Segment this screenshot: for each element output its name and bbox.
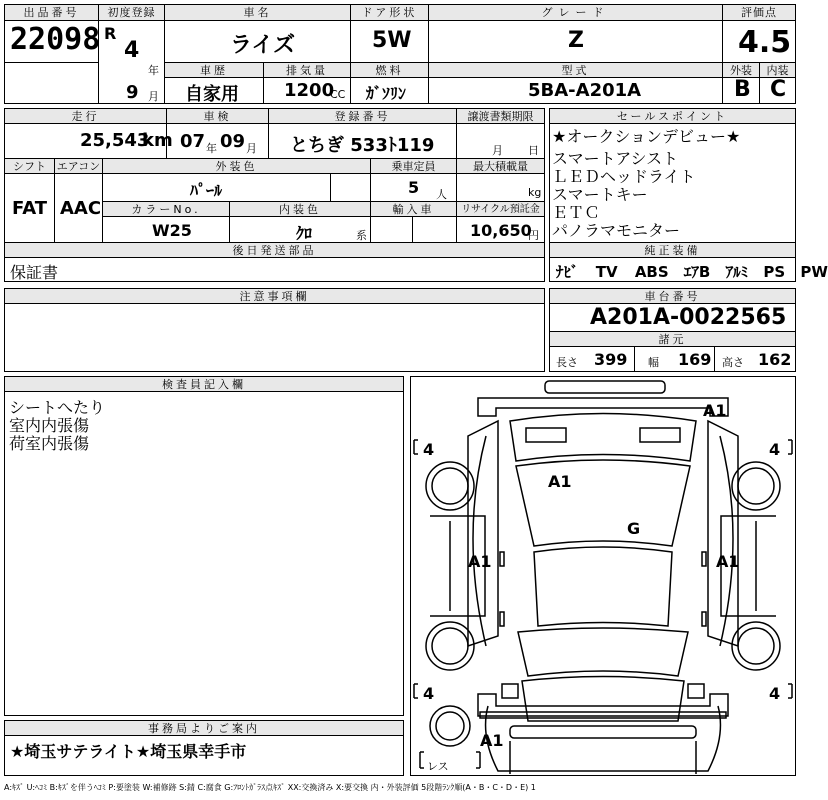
exterior-color: ﾊﾟｰﾙ <box>190 181 223 200</box>
load-unit: kg <box>528 186 542 199</box>
grade-label: グレード <box>429 5 722 21</box>
mileage: 25,543 <box>80 130 150 151</box>
office-label: 事務局よりご案内 <box>5 721 403 736</box>
sales-line: パノラマモニター <box>552 221 681 240</box>
tire-front-right: 4 <box>769 440 781 459</box>
score-label: 評価点 <box>723 5 795 21</box>
equip-airbag: ｴｱB <box>683 263 711 281</box>
tire-rear-right: 4 <box>769 684 781 703</box>
recycle-label: リサイクル預託金 <box>457 202 544 217</box>
insp-year-unit: 年 <box>206 142 217 155</box>
shift: FAT <box>12 198 48 219</box>
disp-label: 排気量 <box>264 63 350 78</box>
grade: Z <box>568 28 584 53</box>
door-type: 5W <box>372 28 412 53</box>
intcolor-label: 内装色 <box>230 202 370 217</box>
year-unit: 年 <box>148 64 159 77</box>
interior-color: ｸﾛ <box>296 224 313 243</box>
colorno-label: カラーNo. <box>103 202 229 217</box>
capacity: 5 <box>408 178 420 197</box>
import-label: 輸入車 <box>371 202 456 217</box>
color-label: 外装色 <box>103 159 370 174</box>
chassis-number: A201A-0022565 <box>590 305 787 330</box>
recycle-fee: 10,650 <box>470 221 532 240</box>
equip-navi: ﾅﾋﾞ <box>556 263 579 281</box>
history-label: 車歴 <box>165 63 263 78</box>
office-text: ★埼玉サテライト★埼玉県幸手市 <box>10 742 247 761</box>
equip-alloy: ｱﾙﾐ <box>725 263 749 281</box>
equipment-list <box>556 261 828 282</box>
car-name: ライズ <box>230 33 296 58</box>
model-label: 型式 <box>429 63 722 78</box>
inspector-note: シートへたり <box>9 398 106 417</box>
intcolor-unit: 系 <box>356 229 367 242</box>
displacement: 1200 <box>284 80 335 101</box>
int-label: 内装 <box>760 63 795 78</box>
damage-mark-left-side: A1 <box>468 552 492 571</box>
fuel: ｶﾞｿﾘﾝ <box>366 84 407 103</box>
transfer-label: 譲渡書類期限 <box>457 109 544 124</box>
plate-label: 登録番号 <box>269 109 456 124</box>
later-parts-label: 後日発送部品 <box>5 243 544 258</box>
inspector-note: 室内内張傷 <box>9 416 90 435</box>
inspection-label: 車検 <box>167 109 268 124</box>
aircon: AAC <box>60 198 102 219</box>
width: 169 <box>678 350 712 369</box>
disp-unit: CC <box>330 88 346 101</box>
reg-month: 9 <box>126 82 139 103</box>
damage-mark-rear: A1 <box>480 731 504 750</box>
first-reg-label: 初度登録 <box>99 5 164 21</box>
later-parts: 保証書 <box>10 263 59 282</box>
tire-rear-left: 4 <box>423 684 435 703</box>
ext-grade: B <box>734 77 751 102</box>
mileage-unit: km <box>142 130 173 151</box>
capacity-unit: 人 <box>436 188 447 201</box>
sales-line: ＬＥＤヘッドライト <box>552 167 696 186</box>
reg-year: 4 <box>124 38 140 63</box>
equip-tv: TV <box>595 263 618 281</box>
model-code: 5BA-A201A <box>528 80 642 101</box>
transfer-day: 日 <box>528 144 539 157</box>
length: 399 <box>594 350 628 369</box>
ac-label: エアコン <box>56 160 101 173</box>
inspection-month: 09 <box>220 131 246 152</box>
legend: A:ｷｽﾞ U:ﾍｺﾐ B:ｷｽﾞを伴うﾍｺﾐ P:要塗装 W:補修跡 S:錆 C:腐食 G:ﾌﾛﾝﾄｶﾞﾗｽ点ｷｽﾞ XX:交換済み X:要交換 内・外装評価 5段階ﾗﾝｸ順(A・B・C・D・E) 1 <box>4 783 536 792</box>
height-label: 高さ <box>722 356 744 369</box>
inspector-label: 検査員記入欄 <box>5 377 403 392</box>
int-grade: C <box>770 77 787 102</box>
damage-mark-hood: A1 <box>548 472 572 491</box>
damage-mark-windshield: G <box>627 519 641 538</box>
ext-label: 外装 <box>723 63 759 78</box>
capacity-label: 乗車定員 <box>371 159 456 174</box>
transfer-month: 月 <box>492 144 503 157</box>
score: 4.5 <box>738 25 792 60</box>
chassis-label: 車台番号 <box>550 289 795 304</box>
mileage-label: 走行 <box>5 109 166 124</box>
length-label: 長さ <box>556 356 578 369</box>
equip-pw: PW <box>800 263 828 281</box>
damage-mark-right-side: A1 <box>716 552 740 571</box>
insp-month-unit: 月 <box>246 142 257 155</box>
equip-abs: ABS <box>634 263 669 281</box>
height: 162 <box>758 350 792 369</box>
lot-number: 22098 <box>10 22 101 57</box>
history: 自家用 <box>185 84 239 105</box>
width-label: 幅 <box>648 356 659 369</box>
inspection-year: 07 <box>180 131 206 152</box>
sales-line: スマートアシスト <box>552 149 679 168</box>
lot-label: 出品番号 <box>5 5 98 21</box>
month-unit: 月 <box>148 90 159 103</box>
tire-front-left: 4 <box>423 440 435 459</box>
inspector-note: 荷室内張傷 <box>9 434 90 453</box>
notes-label: 注意事項欄 <box>5 289 544 304</box>
spare-tire: レス <box>427 760 449 773</box>
sales-line: ★オークションデビュー★ <box>552 127 741 146</box>
car-diagram <box>410 376 796 776</box>
era: R <box>104 24 117 43</box>
fuel-label: 燃料 <box>351 63 428 78</box>
name-label: 車名 <box>165 5 350 21</box>
equip-ps: PS <box>763 263 786 281</box>
sales-point-label: セールスポイント <box>550 109 795 124</box>
plate-number: とちぎ 533ﾄ119 <box>290 135 435 156</box>
shift-label: シフト <box>5 159 54 174</box>
equipment-label: 純正装備 <box>550 243 795 258</box>
load-label: 最大積載量 <box>457 159 544 174</box>
specs-label: 諸元 <box>550 332 795 347</box>
sales-line: ＥＴＣ <box>552 203 601 222</box>
sales-line: スマートキー <box>552 185 648 204</box>
damage-mark-front-bumper: A1 <box>703 401 727 420</box>
recycle-unit: 円 <box>528 229 539 242</box>
color-number: W25 <box>152 221 192 240</box>
door-label: ドア形状 <box>351 5 428 21</box>
